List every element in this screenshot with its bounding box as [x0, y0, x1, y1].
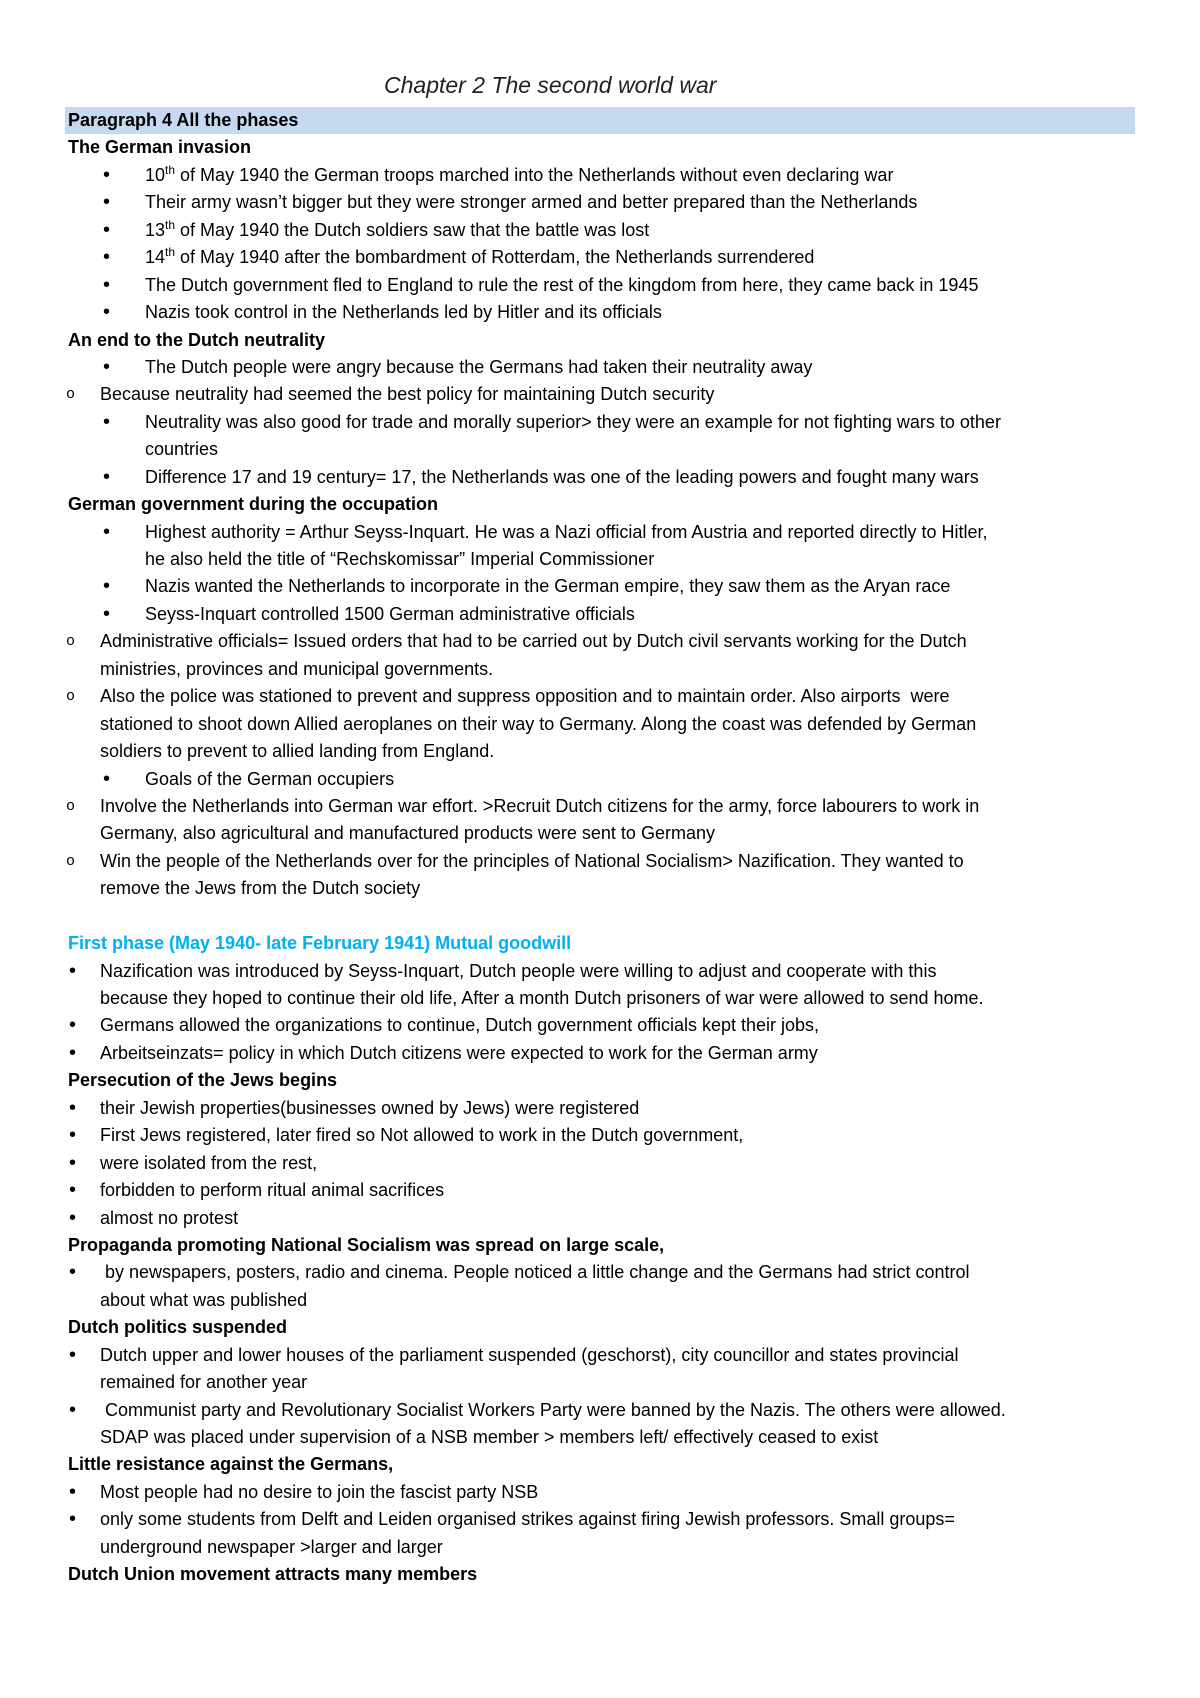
section-little-resistance [0, 1451, 1200, 1561]
list-item-line: countries [145, 439, 219, 460]
bullet-marker: • [69, 1206, 77, 1229]
section-heading: The German invasion [68, 137, 252, 158]
list-item-line: Dutch upper and lower houses of the parliament suspended (geschorst), city councillor and states provincial [100, 1344, 959, 1365]
list-item-line [145, 162, 1200, 189]
bullet-marker: • [103, 273, 111, 296]
list-item [0, 409, 1200, 464]
list-item [0, 189, 1200, 216]
date-suffix: th [165, 245, 176, 260]
list-item [0, 381, 1200, 408]
document-body [0, 107, 1200, 1589]
circle-bullet-marker: o [66, 852, 76, 870]
list-item-line: Because neutrality had seemed the best policy for maintaining Dutch security [100, 384, 715, 405]
list-item-text [0, 217, 1200, 244]
section-heading: Little resistance against the Germans, [68, 1454, 394, 1475]
circle-bullet-marker: o [66, 688, 76, 706]
list-item-text [0, 1397, 1200, 1452]
bullet-marker: • [69, 1179, 77, 1202]
bullet-marker: • [103, 246, 111, 269]
blank-line [0, 903, 1200, 930]
list-item-line [145, 217, 1200, 244]
list-item-line: Also the police was stationed to prevent and suppress opposition and to maintain order. Also airports were [100, 686, 950, 707]
bullet-marker: • [103, 191, 111, 214]
bullet-marker: • [69, 1096, 77, 1119]
list-item-text [0, 628, 1200, 683]
list-item [0, 1506, 1200, 1561]
list-item [0, 601, 1200, 628]
section-heading: Persecution of the Jews begins [68, 1070, 338, 1091]
page-title: Chapter 2 The second world war [384, 72, 717, 98]
list-item-line: Win the people of the Netherlands over for the principles of National Socialism> Nazification. They wanted to [100, 850, 964, 871]
list-item [0, 683, 1200, 765]
list-item-text [0, 1259, 1200, 1314]
list-item [0, 244, 1200, 271]
date-day: 14 [145, 247, 166, 268]
list-item-line: First Jews registered, later fired so Not allowed to work in the Dutch government, [100, 1125, 744, 1146]
list-item [0, 958, 1200, 1013]
list-item-text [0, 573, 1200, 600]
list-item-line: about what was published [100, 1289, 308, 1310]
list-item-text [0, 766, 1200, 793]
list-item-text [0, 1506, 1200, 1561]
list-item-line: Arbeitseinzats= policy in which Dutch citizens were expected to work for the German army [100, 1042, 818, 1063]
bullet-marker: • [103, 767, 111, 790]
list-item-line: Nazis took control in the Netherlands led by Hitler and its officials [145, 302, 662, 323]
section-persecution [0, 1067, 1200, 1232]
list-item-text [0, 1095, 1200, 1122]
section-dutch-politics [0, 1314, 1200, 1451]
list-item [0, 162, 1200, 189]
section-german-invasion [0, 134, 1200, 326]
list-item [0, 1342, 1200, 1397]
list-item [0, 519, 1200, 574]
section-heading: Dutch Union movement attracts many members [68, 1564, 478, 1585]
bullet-marker: • [103, 465, 111, 488]
list-item [0, 1177, 1200, 1204]
list-item-line: Nazis wanted the Netherlands to incorporate in the German empire, they saw them as the Aryan race [145, 576, 951, 597]
list-item-line: almost no protest [100, 1207, 239, 1228]
list-item-line: SDAP was placed under supervision of a NSB member > members left/ effectively ceased to exist [100, 1427, 879, 1447]
circle-bullet-marker: o [66, 797, 76, 815]
list-item [0, 1040, 1200, 1067]
list-item-text [0, 1479, 1200, 1506]
list-item [0, 1095, 1200, 1122]
date-day: 13 [145, 219, 166, 240]
list-item [0, 464, 1200, 491]
list-item-line: The Dutch people were angry because the Germans had taken their neutrality away [145, 356, 813, 377]
list-item-text [0, 464, 1200, 491]
list-item-line: soldiers to prevent to allied landing from England. [100, 741, 495, 762]
bullet-marker: • [69, 1124, 77, 1147]
list-item [0, 1012, 1200, 1039]
list-item-text [0, 272, 1200, 299]
list-item [0, 299, 1200, 326]
list-item-line: remained for another year [100, 1372, 308, 1393]
list-item-text [0, 409, 1200, 464]
bullet-marker: • [69, 1261, 77, 1284]
list-item-line: Administrative officials= Issued orders that had to be carried out by Dutch civil servants working for the Dutch [100, 631, 967, 652]
list-item [0, 848, 1200, 903]
list-item-line: ministries, provinces and municipal governments. [100, 658, 494, 679]
date-day: 10 [145, 164, 166, 185]
list-item [0, 1479, 1200, 1506]
bullet-marker: • [69, 1480, 77, 1503]
list-item-line: Involve the Netherlands into German war effort. >Recruit Dutch citizens for the army, force labourers to work in [100, 795, 980, 816]
list-item-line: he also held the title of “Rechskomissar” Imperial Commissioner [145, 549, 655, 569]
list-item-text [0, 958, 1200, 1013]
bullet-marker: • [103, 218, 111, 241]
bullet-marker: • [69, 1151, 77, 1174]
list-item-line: remove the Jews from the Dutch society [100, 878, 421, 899]
list-item [0, 272, 1200, 299]
list-item-text [0, 244, 1200, 271]
list-item-text [0, 683, 1200, 765]
list-item-text [0, 1342, 1200, 1397]
list-item [0, 793, 1200, 848]
list-item-line: Neutrality was also good for trade and morally superior> they were an example for not fighting wars to other [145, 411, 1001, 432]
paragraph-header-bar: Paragraph 4 All the phases [65, 107, 1135, 134]
list-item-line: Seyss-Inquart controlled 1500 German administrative officials [145, 603, 635, 624]
list-item-line-text: of May 1940 the German troops marched into the Netherlands without even declaring war [175, 164, 894, 185]
section-dutch-neutrality [0, 327, 1200, 492]
list-item-text [0, 519, 1200, 574]
section-propaganda [0, 1232, 1200, 1314]
bullet-marker: • [103, 602, 111, 625]
bullet-marker: • [69, 1343, 77, 1366]
list-item-text [0, 354, 1200, 381]
list-item-line: Communist party and Revolutionary Socialist Workers Party were banned by the Nazis. The others were allowed. [100, 1399, 1006, 1420]
list-item-line: underground newspaper >larger and larger [100, 1536, 443, 1557]
list-item-text [0, 381, 1200, 408]
phase-heading: First phase (May 1940- late February 1941) Mutual goodwill [68, 933, 572, 954]
list-item [0, 1397, 1200, 1452]
list-item-line: because they hoped to continue their old life, After a month Dutch prisoners of war were allowed to send home. [100, 988, 984, 1008]
list-item-line: Germans allowed the organizations to continue, Dutch government officials kept their jobs, [100, 1015, 820, 1036]
list-item-text [0, 793, 1200, 848]
list-item [0, 573, 1200, 600]
section-heading: Propaganda promoting National Socialism was spread on large scale, [68, 1234, 665, 1255]
list-item-text [0, 299, 1200, 326]
bullet-marker: • [103, 410, 111, 433]
list-item-text [0, 1205, 1200, 1232]
list-item-line-text: of May 1940 after the bombardment of Rotterdam, the Netherlands surrendered [175, 247, 815, 268]
bullet-marker: • [69, 959, 77, 982]
list-item-line: Difference 17 and 19 century= 17, the Netherlands was one of the leading powers and fought many wars [145, 466, 979, 487]
list-item [0, 217, 1200, 244]
bullet-marker: • [103, 163, 111, 186]
list-item [0, 628, 1200, 683]
list-item-line [145, 244, 1200, 271]
list-item-line: by newspapers, posters, radio and cinema. People noticed a little change and the Germans had strict control [100, 1262, 970, 1283]
circle-bullet-marker: o [66, 386, 76, 404]
list-item-text [0, 1122, 1200, 1149]
list-item-line: Goals of the German occupiers [145, 768, 395, 789]
bullet-marker: • [69, 1398, 77, 1421]
list-item [0, 1122, 1200, 1149]
list-item-line: Nazification was introduced by Seyss-Inquart, Dutch people were willing to adjust and cooperate with this [100, 960, 937, 981]
list-item-line: Highest authority = Arthur Seyss-Inquart. He was a Nazi official from Austria and reported directly to Hitler, [145, 521, 988, 542]
list-item-line: only some students from Delft and Leiden organised strikes against firing Jewish professors. Small groups= [100, 1509, 955, 1530]
bullet-marker: • [103, 301, 111, 324]
list-item-line: forbidden to perform ritual animal sacrifices [100, 1180, 445, 1201]
list-item-line: Germany, also agricultural and manufactured products were sent to Germany [100, 823, 715, 844]
section-dutch-union [0, 1561, 1200, 1588]
list-item-text [0, 1177, 1200, 1204]
list-item-text [0, 601, 1200, 628]
section-first-phase [0, 930, 1200, 1067]
list-item-text [0, 1012, 1200, 1039]
list-item-line: Their army wasn’t bigger but they were stronger armed and better prepared than the Netherlands [145, 192, 918, 213]
list-item-text [0, 1040, 1200, 1067]
list-item-line: their Jewish properties(businesses owned by Jews) were registered [100, 1097, 640, 1118]
section-heading: Dutch politics suspended [68, 1317, 288, 1338]
section-heading: German government during the occupation [68, 494, 439, 515]
list-item-line: were isolated from the rest, [100, 1152, 318, 1173]
circle-bullet-marker: o [66, 633, 76, 651]
list-item-text [0, 1150, 1200, 1177]
list-item-line: stationed to shoot down Allied aeroplanes on their way to Germany. Along the coast was defended by German [100, 713, 977, 734]
list-item [0, 354, 1200, 381]
bullet-marker: • [69, 1014, 77, 1037]
list-item [0, 1259, 1200, 1314]
bullet-marker: • [69, 1508, 77, 1531]
list-item-line: The Dutch government fled to England to rule the rest of the kingdom from here, they came back in 1945 [145, 274, 979, 295]
bullet-marker: • [103, 355, 111, 378]
bullet-marker: • [103, 520, 111, 543]
list-item-text [0, 162, 1200, 189]
list-item [0, 1150, 1200, 1177]
date-suffix: th [165, 162, 176, 177]
list-item-line-text: of May 1940 the Dutch soldiers saw that the battle was lost [175, 219, 650, 240]
date-suffix: th [165, 217, 176, 232]
section-heading: An end to the Dutch neutrality [68, 329, 326, 350]
bullet-marker: • [69, 1041, 77, 1064]
list-item-text [0, 848, 1200, 903]
list-item-line: Most people had no desire to join the fascist party NSB [100, 1481, 539, 1502]
section-german-government [0, 491, 1200, 903]
bullet-marker: • [103, 575, 111, 598]
list-item [0, 1205, 1200, 1232]
list-item [0, 766, 1200, 793]
list-item-text [0, 189, 1200, 216]
